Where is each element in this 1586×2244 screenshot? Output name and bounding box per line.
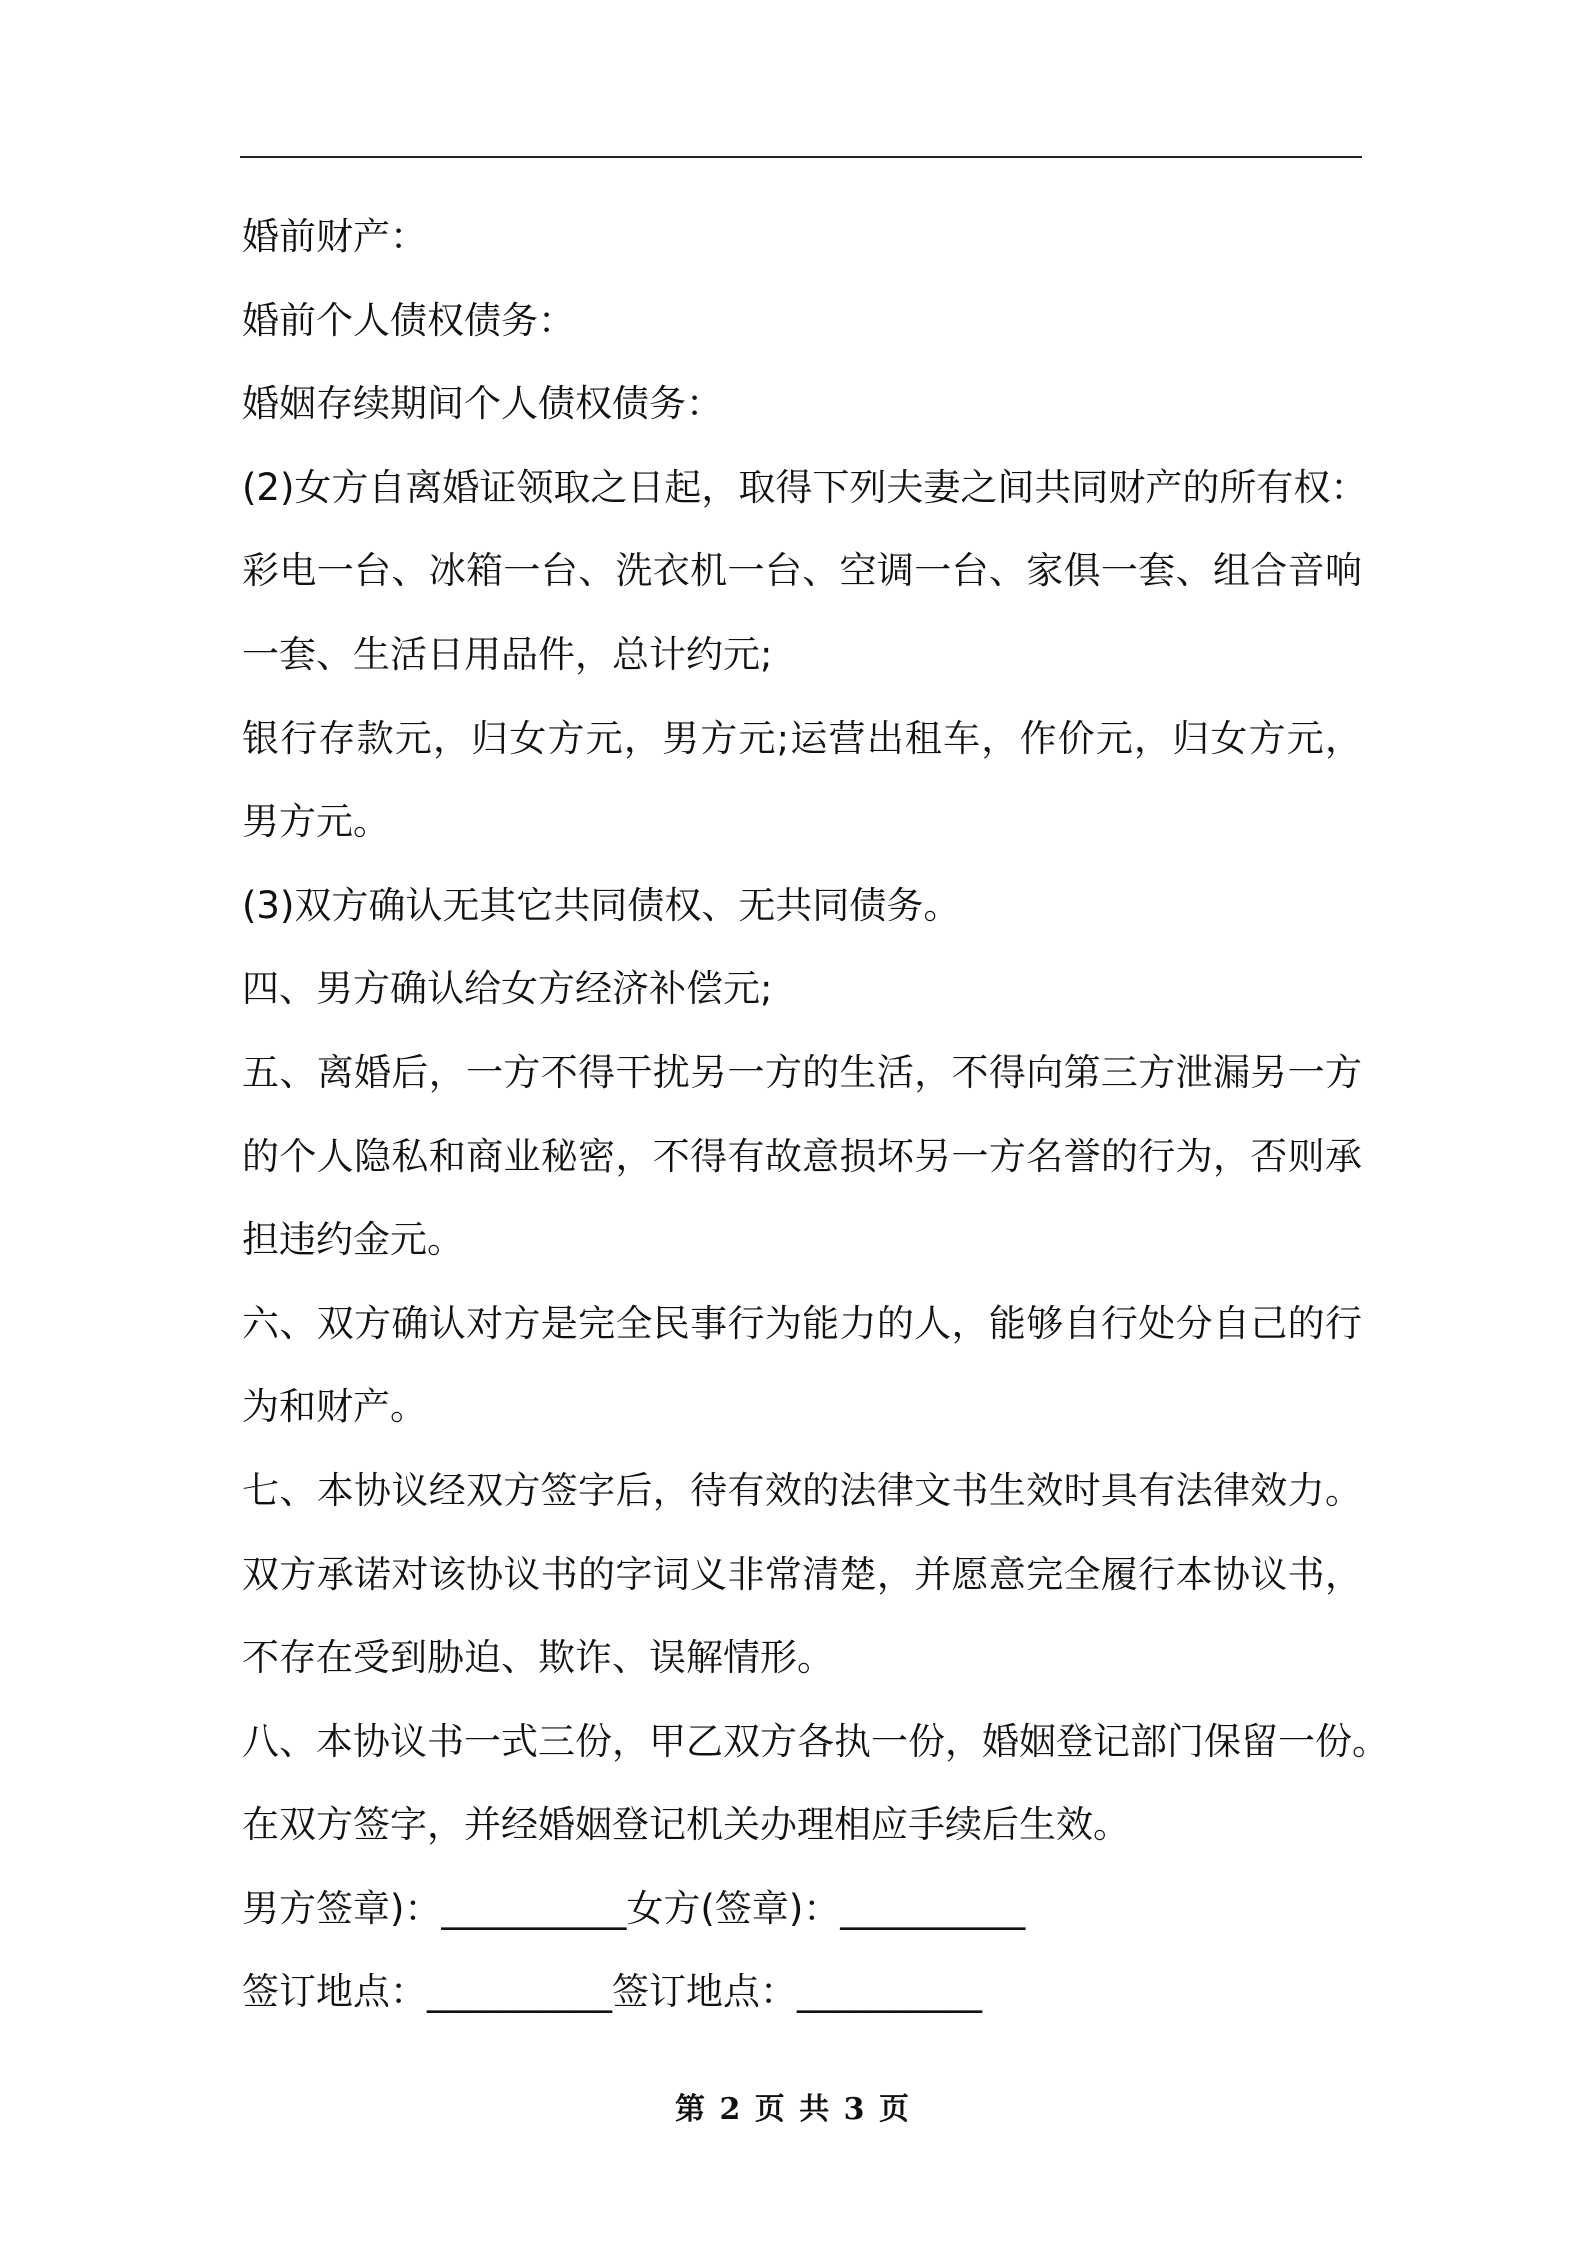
signature-line-location: 签订地点：__________签订地点：__________ bbox=[242, 1970, 982, 2014]
text-line: 男方元。 bbox=[242, 800, 390, 844]
text-line: 担违约金元。 bbox=[242, 1218, 464, 1262]
text-line: 婚前财产： bbox=[242, 215, 427, 258]
text-line: 不存在受到胁迫、欺诈、误解情形。 bbox=[242, 1636, 834, 1680]
text-line: 八、本协议书一式三份，甲乙双方各执一份，婚姻登记部门保留一份。 bbox=[242, 1719, 1389, 1763]
text-line: (3)双方确认无其它共同债权、无共同债务。 bbox=[242, 883, 961, 927]
page-number: 第 2 页 共 3 页 bbox=[675, 2092, 911, 2127]
text-line: 婚姻存续期间个人债权债务： bbox=[242, 382, 723, 426]
text-line: 的个人隐私和商业秘密，不得有故意损坏另一方名誉的行为，否则承 bbox=[242, 1134, 1362, 1178]
text-line: 银行存款元，归女方元，男方元;运营出租车，作价元，归女方元， bbox=[242, 716, 1362, 760]
text-line: 七、本协议经双方签字后，待有效的法律文书生效时具有法律效力。 bbox=[242, 1468, 1362, 1512]
text-line: 四、男方确认给女方经济补偿元; bbox=[242, 967, 773, 1011]
text-line: (2)女方自离婚证领取之日起，取得下列夫妻之间共同财产的所有权： bbox=[242, 465, 1368, 509]
signature-line-parties: 男方签章)：__________女方(签章)：__________ bbox=[242, 1886, 1026, 1930]
text-line: 为和财产。 bbox=[242, 1385, 427, 1429]
text-line: 六、双方确认对方是完全民事行为能力的人，能够自行处分自己的行 bbox=[242, 1301, 1362, 1345]
agreement-body bbox=[242, 195, 1389, 2034]
text-line: 婚前个人债权债务： bbox=[242, 298, 575, 342]
text-line: 在双方签字，并经婚姻登记机关办理相应手续后生效。 bbox=[242, 1803, 1130, 1847]
text-line: 双方承诺对该协议书的字词义非常清楚，并愿意完全履行本协议书， bbox=[242, 1552, 1362, 1596]
text-line: 一套、生活日用品件，总计约元; bbox=[242, 632, 773, 676]
header-rule bbox=[240, 156, 1362, 158]
text-line: 五、离婚后，一方不得干扰另一方的生活，不得向第三方泄漏另一方 bbox=[242, 1050, 1362, 1094]
text-line: 彩电一台、冰箱一台、洗衣机一台、空调一台、家俱一套、组合音响 bbox=[242, 549, 1362, 593]
